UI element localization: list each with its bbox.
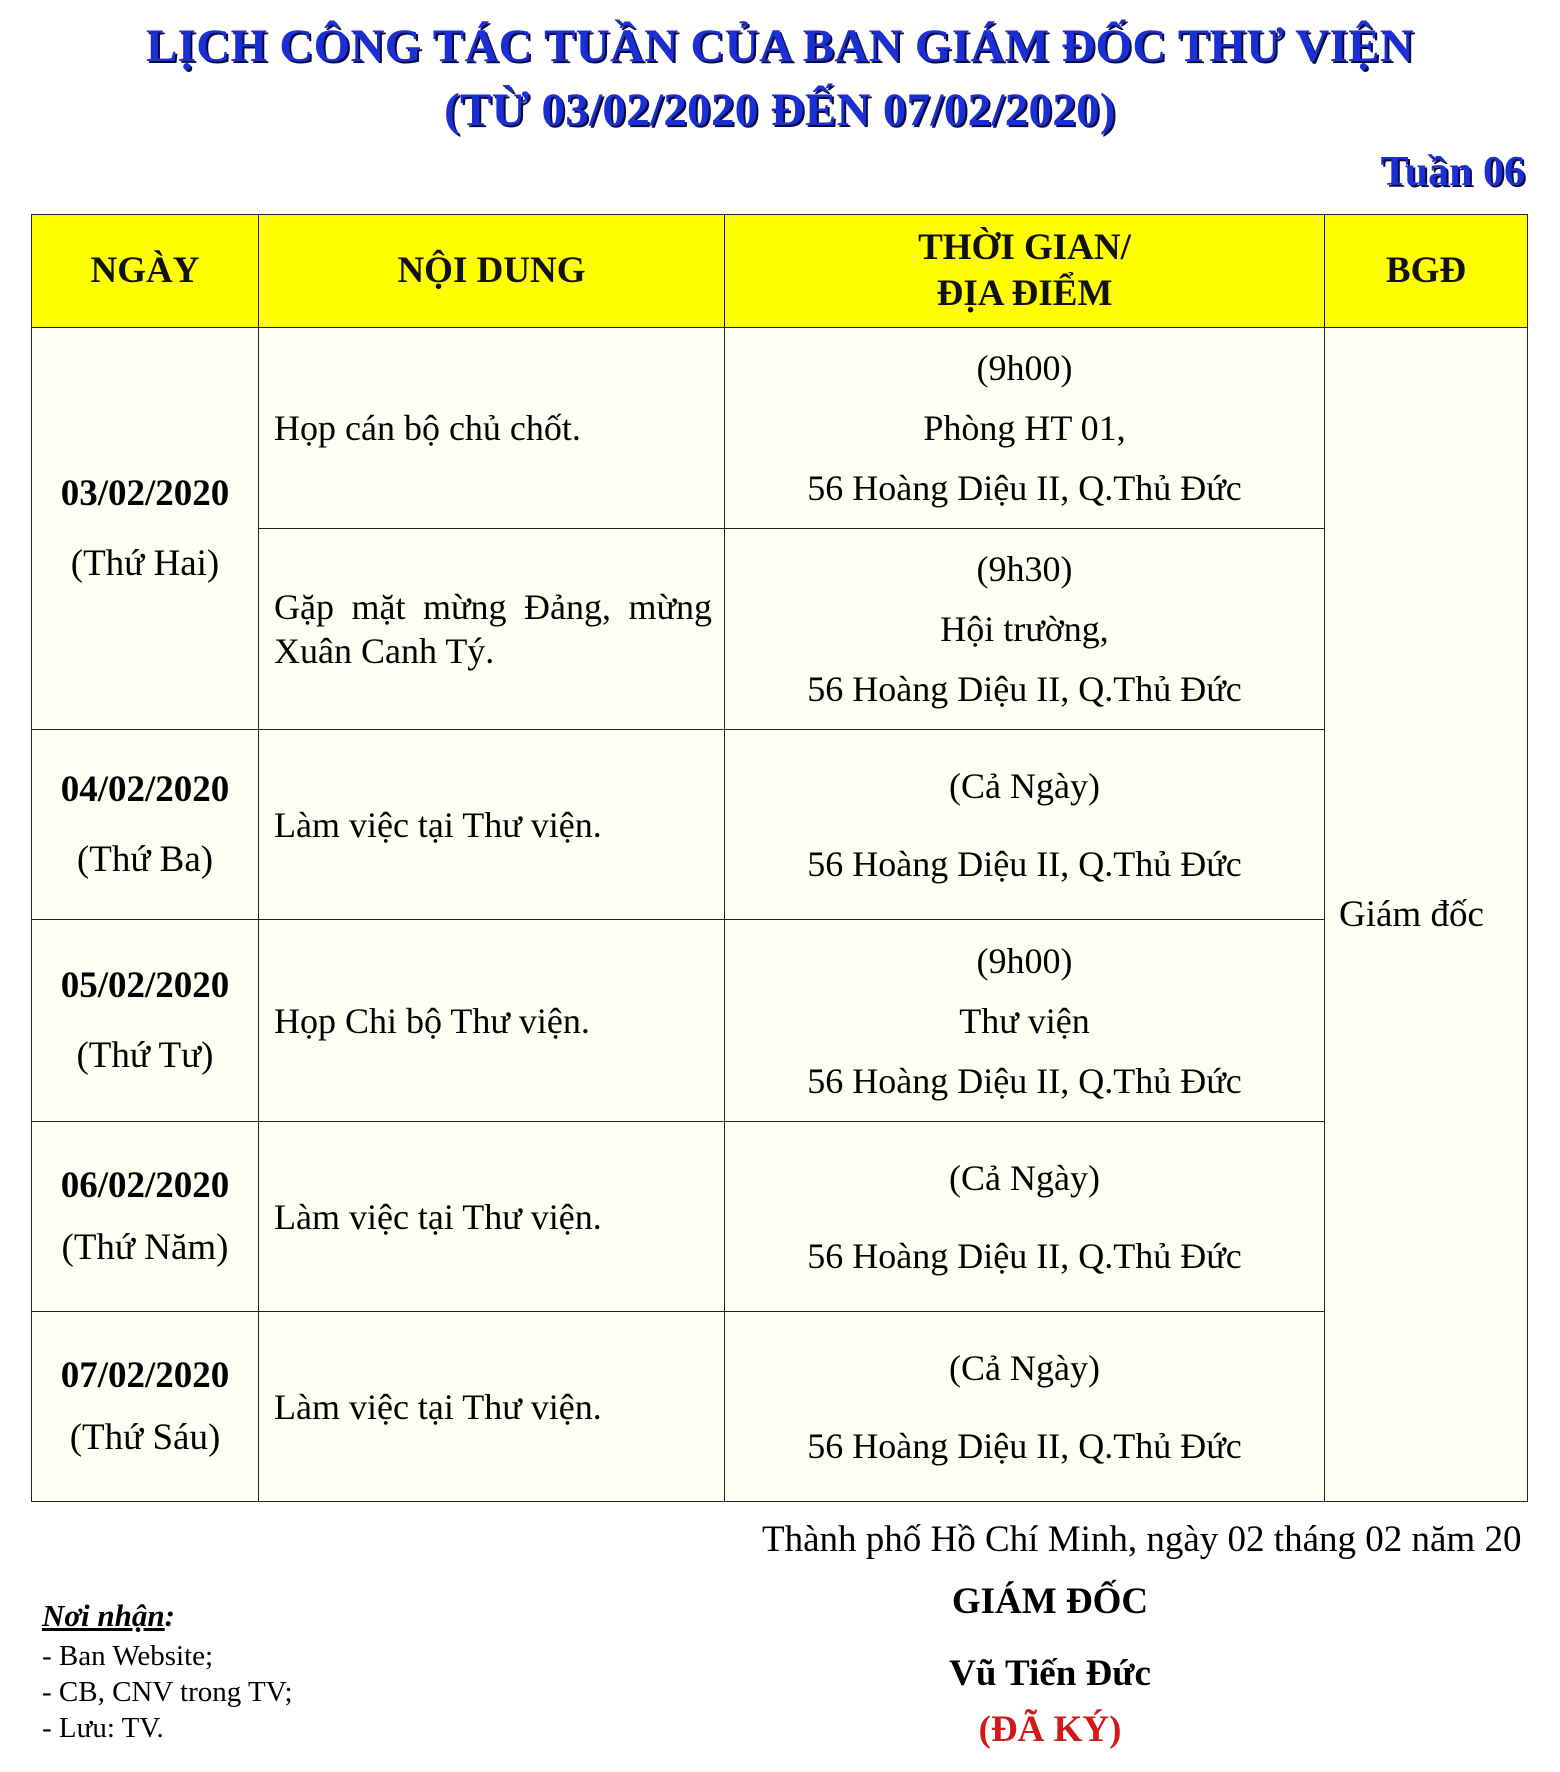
- signer-name: Vũ Tiến Đức: [949, 1653, 1151, 1694]
- room-value: Phòng HT 01,: [923, 408, 1126, 448]
- time-value: (9h00): [976, 940, 1073, 981]
- time-place-cell: [725, 920, 1325, 1122]
- content-cell: Gặp mặt mừng Đảng, mừng Xuân Canh Tý.: [259, 529, 725, 730]
- date-value: 06/02/2020: [60, 1164, 230, 1206]
- room-value: Thư viện: [959, 1000, 1090, 1041]
- time-place-cell: [725, 328, 1325, 529]
- date-cell: [32, 1122, 259, 1312]
- content-cell: Họp cán bộ chủ chốt.: [259, 328, 725, 529]
- table-header-row: [32, 215, 1528, 328]
- content-cell: Làm việc tại Thư viện.: [259, 1122, 725, 1312]
- time-place-cell: [725, 730, 1325, 920]
- signed-status: (ĐÃ KÝ): [978, 1709, 1122, 1750]
- date-cell: [32, 1312, 259, 1502]
- document-title: LỊCH CÔNG TÁC TUẦN CỦA BAN GIÁM ĐỐC THƯ VIỆN: [146, 20, 1414, 72]
- address-value: 56 Hoàng Diệu II, Q.Thủ Đức: [807, 1425, 1242, 1466]
- recipients-heading: [42, 1598, 175, 1634]
- content-cell: Họp Chi bộ Thư viện.: [259, 920, 725, 1122]
- time-value: (Cả Ngày): [949, 765, 1100, 806]
- recipients-colon: :: [164, 1598, 175, 1633]
- column-header-time: THỜI GIAN/: [918, 227, 1131, 268]
- weekday: (Thứ Tư): [76, 1034, 214, 1076]
- table-row: [32, 920, 1528, 1122]
- column-header-date: NGÀY: [32, 215, 259, 328]
- date-cell: [32, 730, 259, 920]
- date-cell: [32, 328, 259, 730]
- date-value: 07/02/2020: [60, 1354, 230, 1396]
- recipients-title: Nơi nhận: [42, 1598, 165, 1633]
- content-cell: Làm việc tại Thư viện.: [259, 730, 725, 920]
- week-label: Tuần 06: [1380, 149, 1525, 195]
- weekday: (Thứ Năm): [61, 1226, 229, 1268]
- schedule-table: [31, 214, 1528, 1502]
- table-row: [32, 730, 1528, 920]
- recipient-item: - Lưu: TV.: [42, 1712, 164, 1744]
- time-place-cell: [725, 529, 1325, 730]
- address-value: 56 Hoàng Diệu II, Q.Thủ Đức: [807, 1235, 1242, 1276]
- address-value: 56 Hoàng Diệu II, Q.Thủ Đức: [807, 669, 1242, 709]
- time-value: (Cả Ngày): [949, 1347, 1100, 1388]
- date-range-title: (TỪ 03/02/2020 ĐẾN 07/02/2020): [444, 84, 1116, 136]
- date-value: 03/02/2020: [60, 472, 230, 514]
- time-place-cell: [725, 1122, 1325, 1312]
- date-value: 04/02/2020: [60, 768, 230, 810]
- signer-title: GIÁM ĐỐC: [951, 1581, 1149, 1622]
- table-row: [32, 328, 1528, 529]
- weekday: (Thứ Hai): [70, 542, 220, 584]
- place-date-line: Thành phố Hồ Chí Minh, ngày 02 tháng 02 năm 20: [762, 1519, 1522, 1560]
- recipient-item: - Ban Website;: [42, 1640, 214, 1672]
- address-value: 56 Hoàng Diệu II, Q.Thủ Đức: [807, 468, 1242, 508]
- content-cell: Làm việc tại Thư viện.: [259, 1312, 725, 1502]
- column-header-place: ĐỊA ĐIỂM: [936, 273, 1113, 314]
- column-header-time-place: [725, 215, 1325, 328]
- address-value: 56 Hoàng Diệu II, Q.Thủ Đức: [807, 1060, 1242, 1101]
- table-row: [32, 1122, 1528, 1312]
- date-value: 05/02/2020: [60, 964, 230, 1006]
- recipient-item: - CB, CNV trong TV;: [42, 1676, 293, 1708]
- time-place-cell: [725, 1312, 1325, 1502]
- time-value: (9h30): [976, 549, 1073, 589]
- weekday: (Thứ Ba): [76, 838, 214, 880]
- weekday: (Thứ Sáu): [69, 1416, 221, 1458]
- date-cell: [32, 920, 259, 1122]
- address-value: 56 Hoàng Diệu II, Q.Thủ Đức: [807, 843, 1242, 884]
- column-header-content: NỘI DUNG: [259, 215, 725, 328]
- column-header-bgd: BGĐ: [1325, 215, 1528, 328]
- table-row: [32, 1312, 1528, 1502]
- time-value: (9h00): [976, 348, 1073, 388]
- bgd-cell: Giám đốc: [1325, 328, 1528, 1502]
- time-value: (Cả Ngày): [949, 1157, 1100, 1198]
- room-value: Hội trường,: [940, 609, 1109, 649]
